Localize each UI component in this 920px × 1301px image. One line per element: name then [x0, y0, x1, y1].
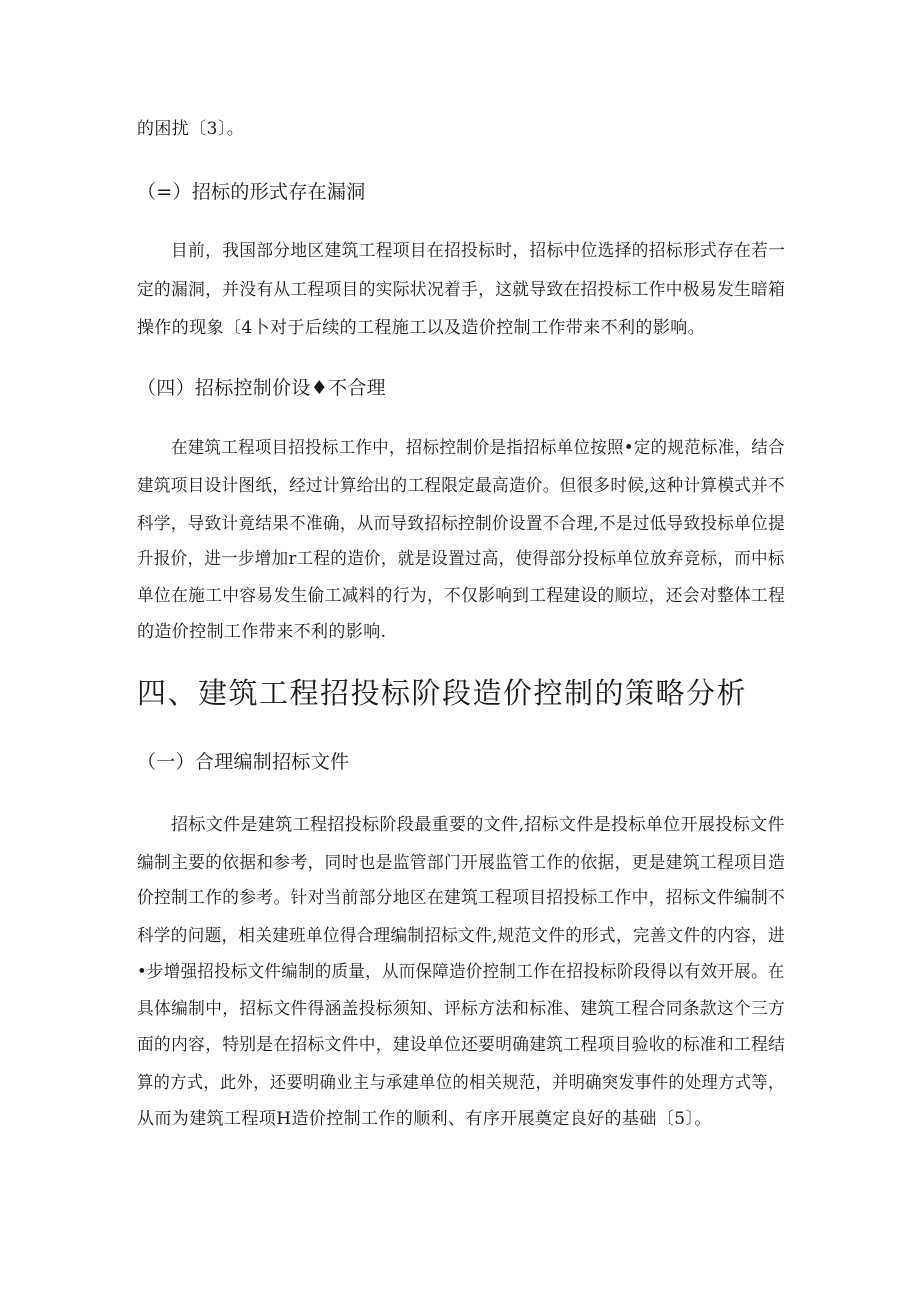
- section-heading: （四）招标控制价设♦不合理: [137, 377, 386, 399]
- paragraph-line: 科学，导致计竟结果不准确，从而导致招标控制价设置不合理,不是过低导致投标单位提: [137, 514, 786, 534]
- paragraph-line: 升报价，进一步增加r工程的造价，就是设置过高，使得部分投标单位放弃竞标，而中标: [137, 549, 785, 569]
- text-line: 的困扰〔3〕。: [137, 119, 245, 139]
- section-heading: （一）合理编制招标文件: [137, 751, 350, 773]
- paragraph-line: 定的漏洞，并没有从工程项目的实际状况着手，这就导致在招投标工作中极易发生暗箱: [137, 280, 786, 300]
- paragraph-line: •步增强招投标文件编制的质量，从而保障造价控制工作在招投标阶段得以有效开展。在: [137, 962, 785, 982]
- paragraph-line: 建筑项目设计图纸，经过计算给出的工程限定最高造价。但很多时候,这种计算模式并不: [137, 476, 786, 496]
- paragraph-line: 在建筑工程项目招投标工作中，招标控制价是指招标单位按照•定的规范标准，结合: [171, 438, 785, 458]
- paragraph-line: 从而为建筑工程项H造价控制工作的顺利、有序开展奠定良好的基础〔5〕。: [137, 1109, 712, 1129]
- chapter-heading: 四、建筑工程招投标阶段造价控制的策略分析: [137, 676, 748, 710]
- paragraph-line: 价控制工作的参考。针对当前部分地区在建筑工程项目招投标工作中，招标文件编制不: [137, 888, 786, 908]
- paragraph-line: 单位在施工中容易发生偷工减料的行为，不仅影响到工程建设的顺垃，还会对整体工程: [137, 586, 786, 606]
- paragraph-line: 招标文件是建筑工程招投标阶段最重要的文件,招标文件是投标单位开展投标文件: [171, 815, 785, 835]
- paragraph-line: 面的内容，特别是在招标文件中，建设单位还要明确建筑工程项目验收的标准和工程结: [137, 1035, 786, 1055]
- paragraph-line: 目前，我国部分地区建筑工程项目在招投标时，招标中位选择的招标形式存在若一: [171, 241, 786, 261]
- paragraph-line: 具体编制中，招标文件得涵盖投标须知、评标方法和标准、建筑工程合同条款这个三方: [137, 999, 786, 1019]
- paragraph-line: 算的方式，此外，还要明确业主与承建单位的相关规范，并明确突发事件的处理方式等，: [137, 1073, 785, 1093]
- paragraph-line: 编制主要的依据和参考，同时也是监管部门开展监管工作的依据，更是建筑工程项目造: [137, 853, 786, 873]
- paragraph-line: 科学的问题，相关建班单位得合理编制招标文件,规范文件的形式，完善文件的内容，进: [137, 926, 786, 946]
- section-heading: （=）招标的形式存在漏洞: [137, 181, 366, 203]
- paragraph-line: 的造价控制工作带来不利的影响.: [137, 622, 387, 642]
- paragraph-line: 操作的现象〔4卜对于后续的工程施工以及造价控制工作带来不利的影响。: [137, 318, 706, 338]
